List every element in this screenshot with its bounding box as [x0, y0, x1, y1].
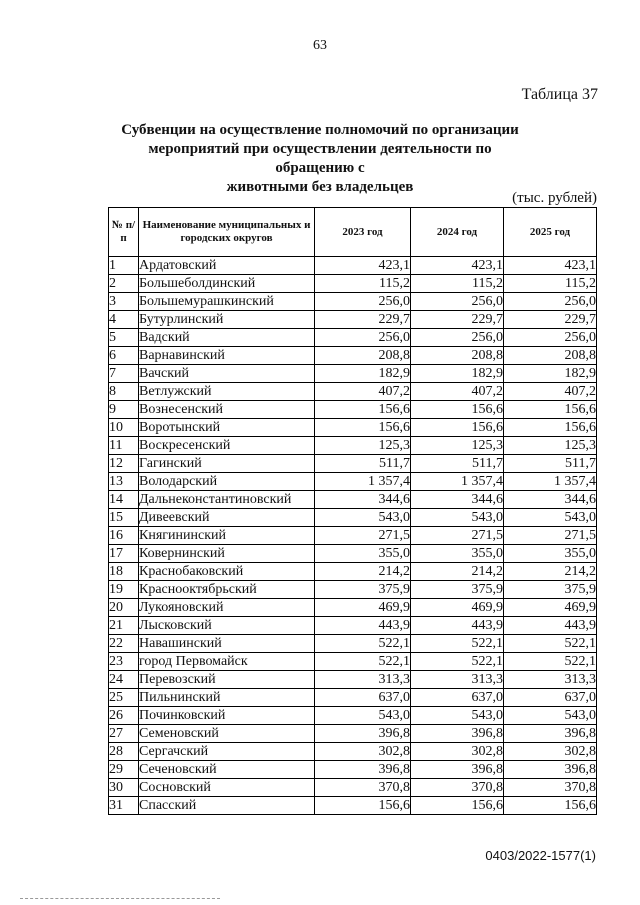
value-2025: 522,1	[504, 635, 597, 653]
row-number: 7	[109, 365, 139, 383]
table-row	[109, 545, 597, 563]
value-2024: 214,2	[411, 563, 504, 581]
value-2025: 370,8	[504, 779, 597, 797]
value-2025: 423,1	[504, 257, 597, 275]
value-2024: 156,6	[411, 401, 504, 419]
value-2024: 637,0	[411, 689, 504, 707]
value-2023: 115,2	[315, 275, 411, 293]
row-number: 18	[109, 563, 139, 581]
table-body	[109, 257, 597, 815]
municipality-name: Ковернинский	[139, 545, 315, 563]
row-number: 13	[109, 473, 139, 491]
row-number: 4	[109, 311, 139, 329]
table-row	[109, 311, 597, 329]
municipality-name: Дальнеконстантиновский	[139, 491, 315, 509]
municipality-name: Большемурашкинский	[139, 293, 315, 311]
value-2023: 182,9	[315, 365, 411, 383]
value-2025: 522,1	[504, 653, 597, 671]
value-2023: 396,8	[315, 725, 411, 743]
value-2023: 469,9	[315, 599, 411, 617]
row-number: 10	[109, 419, 139, 437]
value-2023: 396,8	[315, 761, 411, 779]
table-row	[109, 797, 597, 815]
value-2024: 355,0	[411, 545, 504, 563]
table-row	[109, 293, 597, 311]
table-row	[109, 527, 597, 545]
municipality-name: Сосновский	[139, 779, 315, 797]
row-number: 14	[109, 491, 139, 509]
table-row	[109, 563, 597, 581]
value-2023: 256,0	[315, 329, 411, 347]
value-2025: 214,2	[504, 563, 597, 581]
row-number: 25	[109, 689, 139, 707]
value-2025: 344,6	[504, 491, 597, 509]
row-number: 11	[109, 437, 139, 455]
table-row	[109, 725, 597, 743]
value-2024: 522,1	[411, 635, 504, 653]
table-row	[109, 491, 597, 509]
table-row	[109, 473, 597, 491]
value-2023: 313,3	[315, 671, 411, 689]
table-label: Таблица 37	[521, 86, 598, 103]
municipality-name: Дивеевский	[139, 509, 315, 527]
value-2025: 256,0	[504, 293, 597, 311]
row-number: 31	[109, 797, 139, 815]
municipality-name: Варнавинский	[139, 347, 315, 365]
value-2025: 256,0	[504, 329, 597, 347]
municipality-name: город Первомайск	[139, 653, 315, 671]
municipality-name: Воротынский	[139, 419, 315, 437]
value-2023: 214,2	[315, 563, 411, 581]
table-row	[109, 743, 597, 761]
value-2024: 370,8	[411, 779, 504, 797]
table-row	[109, 689, 597, 707]
municipality-name: Гагинский	[139, 455, 315, 473]
row-number: 17	[109, 545, 139, 563]
page-number: 63	[313, 38, 327, 53]
row-number: 8	[109, 383, 139, 401]
municipality-name: Княгининский	[139, 527, 315, 545]
value-2024: 208,8	[411, 347, 504, 365]
value-2025: 469,9	[504, 599, 597, 617]
table-row	[109, 617, 597, 635]
value-2024: 125,3	[411, 437, 504, 455]
value-2025: 443,9	[504, 617, 597, 635]
row-number: 23	[109, 653, 139, 671]
value-2024: 302,8	[411, 743, 504, 761]
value-2023: 208,8	[315, 347, 411, 365]
row-number: 27	[109, 725, 139, 743]
row-number: 5	[109, 329, 139, 347]
table-row	[109, 653, 597, 671]
value-2024: 469,9	[411, 599, 504, 617]
value-2024: 229,7	[411, 311, 504, 329]
value-2023: 344,6	[315, 491, 411, 509]
table-row	[109, 581, 597, 599]
document-code: 0403/2022-1577(1)	[485, 848, 596, 863]
row-number: 15	[109, 509, 139, 527]
row-number: 28	[109, 743, 139, 761]
municipality-name: Пильнинский	[139, 689, 315, 707]
municipality-name: Бутурлинский	[139, 311, 315, 329]
row-number: 24	[109, 671, 139, 689]
table-row	[109, 455, 597, 473]
table-row	[109, 707, 597, 725]
municipality-name: Перевозский	[139, 671, 315, 689]
row-number: 30	[109, 779, 139, 797]
value-2023: 156,6	[315, 797, 411, 815]
value-2025: 1 357,4	[504, 473, 597, 491]
row-number: 29	[109, 761, 139, 779]
municipality-name: Ветлужский	[139, 383, 315, 401]
value-2024: 375,9	[411, 581, 504, 599]
value-2024: 344,6	[411, 491, 504, 509]
value-2023: 522,1	[315, 635, 411, 653]
value-2023: 229,7	[315, 311, 411, 329]
municipality-name: Вачский	[139, 365, 315, 383]
municipality-name: Володарский	[139, 473, 315, 491]
municipality-name: Лысковский	[139, 617, 315, 635]
bottom-rule	[20, 898, 220, 899]
row-number: 12	[109, 455, 139, 473]
value-2023: 271,5	[315, 527, 411, 545]
value-2023: 522,1	[315, 653, 411, 671]
value-2023: 443,9	[315, 617, 411, 635]
value-2023: 407,2	[315, 383, 411, 401]
title-line: Субвенции на осуществление полномочий по организации	[121, 122, 519, 138]
value-2025: 396,8	[504, 725, 597, 743]
table-row	[109, 635, 597, 653]
value-2024: 156,6	[411, 797, 504, 815]
value-2023: 302,8	[315, 743, 411, 761]
value-2024: 543,0	[411, 509, 504, 527]
value-2024: 543,0	[411, 707, 504, 725]
value-2024: 115,2	[411, 275, 504, 293]
value-2024: 443,9	[411, 617, 504, 635]
value-2023: 125,3	[315, 437, 411, 455]
value-2025: 182,9	[504, 365, 597, 383]
value-2025: 543,0	[504, 707, 597, 725]
value-2023: 423,1	[315, 257, 411, 275]
table-row	[109, 509, 597, 527]
value-2024: 407,2	[411, 383, 504, 401]
value-2025: 271,5	[504, 527, 597, 545]
value-2024: 271,5	[411, 527, 504, 545]
municipality-name: Лукояновский	[139, 599, 315, 617]
value-2023: 637,0	[315, 689, 411, 707]
municipality-name: Ардатовский	[139, 257, 315, 275]
value-2023: 511,7	[315, 455, 411, 473]
municipality-name: Спасский	[139, 797, 315, 815]
table-row	[109, 275, 597, 293]
row-number: 22	[109, 635, 139, 653]
value-2024: 156,6	[411, 419, 504, 437]
row-number: 21	[109, 617, 139, 635]
header-name: Наименование муниципальных и городских округов	[139, 208, 315, 257]
table-row	[109, 329, 597, 347]
value-2023: 370,8	[315, 779, 411, 797]
table-row	[109, 761, 597, 779]
value-2024: 182,9	[411, 365, 504, 383]
table-row	[109, 383, 597, 401]
value-2025: 543,0	[504, 509, 597, 527]
header-2023: 2023 год	[315, 208, 411, 257]
value-2025: 156,6	[504, 419, 597, 437]
value-2024: 511,7	[411, 455, 504, 473]
value-2025: 302,8	[504, 743, 597, 761]
value-2025: 313,3	[504, 671, 597, 689]
value-2025: 156,6	[504, 797, 597, 815]
municipality-name: Семеновский	[139, 725, 315, 743]
municipality-name: Краснооктябрьский	[139, 581, 315, 599]
value-2024: 313,3	[411, 671, 504, 689]
table-row	[109, 779, 597, 797]
value-2023: 355,0	[315, 545, 411, 563]
value-2024: 522,1	[411, 653, 504, 671]
value-2025: 396,8	[504, 761, 597, 779]
municipality-name: Большеболдинский	[139, 275, 315, 293]
row-number: 26	[109, 707, 139, 725]
municipality-name: Сеченовский	[139, 761, 315, 779]
value-2024: 1 357,4	[411, 473, 504, 491]
value-2023: 1 357,4	[315, 473, 411, 491]
header-2025: 2025 год	[504, 208, 597, 257]
municipality-name: Вознесенский	[139, 401, 315, 419]
table-row	[109, 437, 597, 455]
value-2025: 407,2	[504, 383, 597, 401]
value-2023: 256,0	[315, 293, 411, 311]
row-number: 20	[109, 599, 139, 617]
table-row	[109, 257, 597, 275]
value-2023: 543,0	[315, 509, 411, 527]
value-2024: 256,0	[411, 293, 504, 311]
table-row	[109, 419, 597, 437]
value-2023: 543,0	[315, 707, 411, 725]
row-number: 16	[109, 527, 139, 545]
title-line: мероприятий при осуществлении деятельности по обращению с	[148, 141, 492, 176]
table-row	[109, 347, 597, 365]
value-2025: 375,9	[504, 581, 597, 599]
document-title	[110, 121, 530, 197]
value-2025: 125,3	[504, 437, 597, 455]
units-label: (тыс. рублей)	[512, 190, 597, 206]
value-2025: 511,7	[504, 455, 597, 473]
value-2023: 375,9	[315, 581, 411, 599]
subventions-table	[108, 207, 597, 815]
row-number: 9	[109, 401, 139, 419]
table-row	[109, 401, 597, 419]
row-number: 6	[109, 347, 139, 365]
value-2024: 396,8	[411, 761, 504, 779]
row-number: 3	[109, 293, 139, 311]
value-2025: 229,7	[504, 311, 597, 329]
row-number: 19	[109, 581, 139, 599]
header-num: № п/п	[109, 208, 139, 257]
value-2023: 156,6	[315, 419, 411, 437]
value-2023: 156,6	[315, 401, 411, 419]
value-2025: 355,0	[504, 545, 597, 563]
municipality-name: Вадский	[139, 329, 315, 347]
value-2024: 396,8	[411, 725, 504, 743]
value-2025: 208,8	[504, 347, 597, 365]
value-2025: 115,2	[504, 275, 597, 293]
table-row	[109, 599, 597, 617]
table-row	[109, 365, 597, 383]
municipality-name: Починковский	[139, 707, 315, 725]
municipality-name: Навашинский	[139, 635, 315, 653]
municipality-name: Краснобаковский	[139, 563, 315, 581]
value-2025: 156,6	[504, 401, 597, 419]
row-number: 2	[109, 275, 139, 293]
municipality-name: Воскресенский	[139, 437, 315, 455]
table-row	[109, 671, 597, 689]
municipality-name: Сергачский	[139, 743, 315, 761]
value-2024: 256,0	[411, 329, 504, 347]
table-header-row	[109, 208, 597, 257]
value-2024: 423,1	[411, 257, 504, 275]
title-line: животными без владельцев	[226, 179, 414, 195]
value-2025: 637,0	[504, 689, 597, 707]
row-number: 1	[109, 257, 139, 275]
header-2024: 2024 год	[411, 208, 504, 257]
